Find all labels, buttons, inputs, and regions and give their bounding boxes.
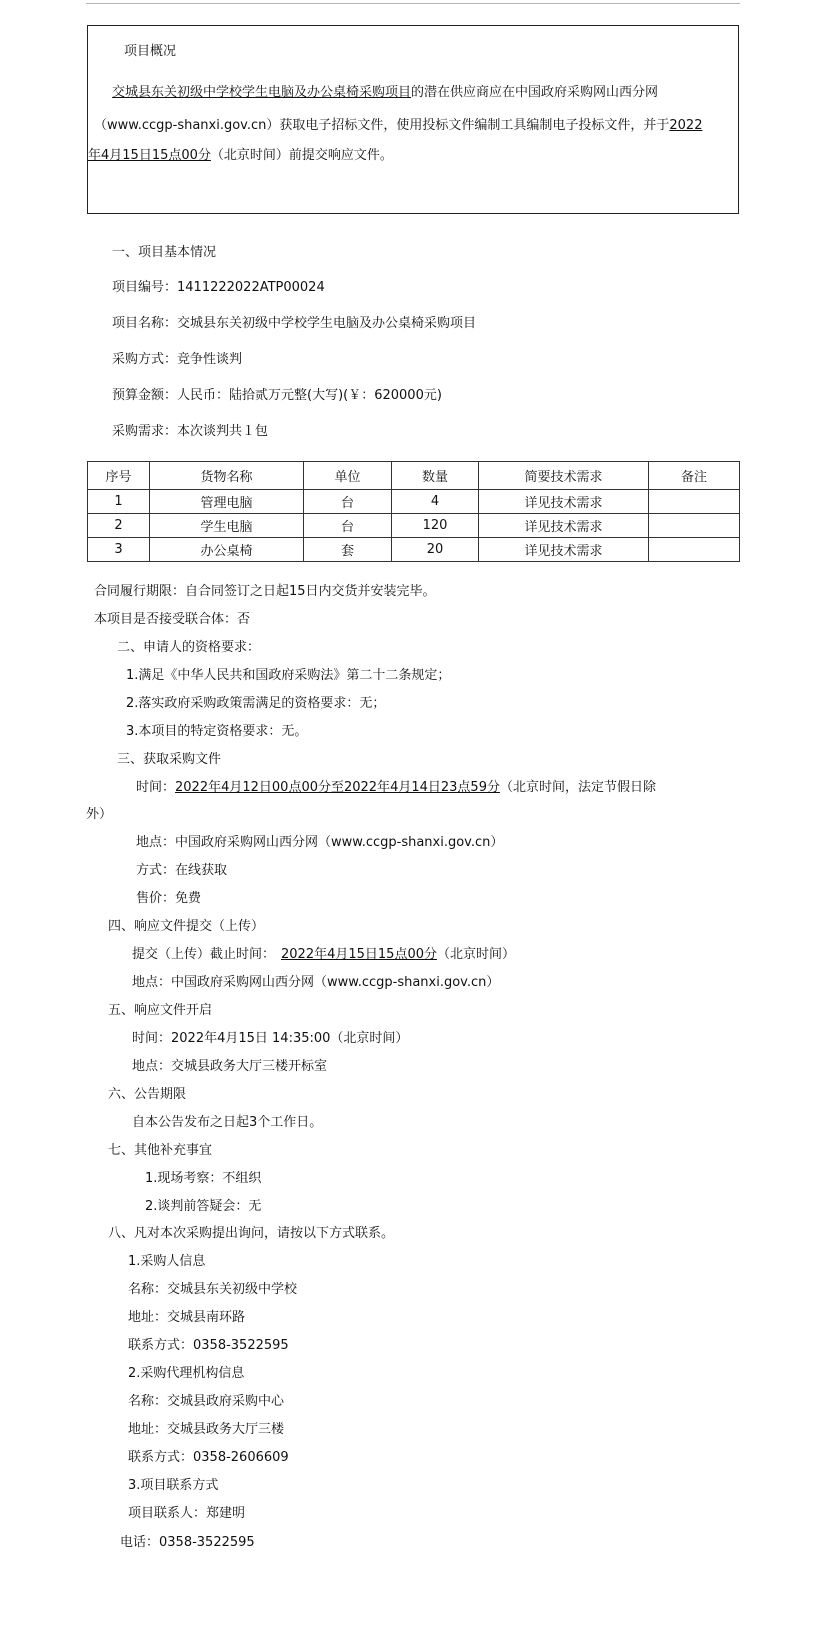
qualification-item: 2.落实政府采购政策需满足的资格要求：无； xyxy=(126,696,386,711)
overview-project-name: 交城县东关初级中学校学生电脑及办公桌椅采购项目 xyxy=(112,85,412,100)
agency-name: 名称：交城县政府采购中心 xyxy=(128,1394,285,1409)
procurement-method: 采购方式：竞争性谈判 xyxy=(112,352,243,367)
section7-heading: 七、其他补充事宜 xyxy=(108,1143,213,1158)
table-cell: 20 xyxy=(392,538,479,562)
project-name: 项目名称：交城县东关初级中学校学生电脑及办公桌椅采购项目 xyxy=(112,316,477,331)
submission-place: 地点：中国政府采购网山西分网（www.ccgp-shanxi.gov.cn） xyxy=(132,975,500,990)
acquisition-time: 时间：2022年4月12日00点00分至2022年4月14日23点59分（北京时间，法定节假日除 xyxy=(136,780,656,795)
opening-place: 地点：交城县政务大厅三楼开标室 xyxy=(132,1059,328,1074)
submission-deadline: 提交（上传）截止时间： 2022年4月15日15点00分（北京时间） xyxy=(132,947,516,962)
table-cell xyxy=(649,490,740,514)
header-cell: 单位 xyxy=(304,462,392,490)
section2-heading: 二、申请人的资格要求： xyxy=(117,640,261,655)
table-cell: 2 xyxy=(88,514,150,538)
agency-heading: 2.采购代理机构信息 xyxy=(128,1366,245,1381)
header-cell: 简要技术需求 xyxy=(479,462,649,490)
procurement-demand: 采购需求：本次谈判共１包 xyxy=(112,424,269,439)
purchaser-address: 地址：交城县南环路 xyxy=(128,1310,246,1325)
project-contact-phone: 电话：0358-3522595 xyxy=(120,1535,255,1550)
table-row xyxy=(88,490,740,514)
table-cell: 套 xyxy=(304,538,392,562)
budget-amount: 预算金额：人民币：陆拾贰万元整(大写)(￥：620000元) xyxy=(112,388,442,403)
announcement-period: 自本公告发布之日起3个工作日。 xyxy=(132,1115,323,1130)
table-cell: 详见技术需求 xyxy=(479,490,649,514)
project-contact-heading: 3.项目联系方式 xyxy=(128,1478,219,1493)
table-cell: 台 xyxy=(304,490,392,514)
table-cell: 120 xyxy=(392,514,479,538)
table-cell: 管理电脑 xyxy=(150,490,304,514)
table-header-row xyxy=(88,462,740,490)
table-cell: 台 xyxy=(304,514,392,538)
table-row xyxy=(88,538,740,562)
project-overview-box xyxy=(87,25,739,214)
consortium-accepted: 本项目是否接受联合体：否 xyxy=(94,612,251,627)
purchaser-name: 名称：交城县东关初级中学校 xyxy=(128,1282,298,1297)
document-price: 售价：免费 xyxy=(136,891,202,906)
acquisition-method: 方式：在线获取 xyxy=(136,863,228,878)
header-cell: 备注 xyxy=(649,462,740,490)
overview-line-3: 年4月15日15点00分（北京时间）前提交响应文件。 xyxy=(88,148,393,163)
table-cell xyxy=(649,514,740,538)
table-cell xyxy=(649,538,740,562)
header-cell: 数量 xyxy=(392,462,479,490)
contract-period: 合同履行期限：自合同签订之日起15日内交货并安装完毕。 xyxy=(94,584,436,599)
table-cell: 4 xyxy=(392,490,479,514)
overview-title: 项目概况 xyxy=(124,44,177,59)
top-divider xyxy=(86,3,740,4)
agency-contact: 联系方式：0358-2606609 xyxy=(128,1450,289,1465)
opening-time: 时间：2022年4月15日 14:35:00（北京时间） xyxy=(132,1031,409,1046)
header-cell: 货物名称 xyxy=(150,462,304,490)
acquisition-time-note: 外） xyxy=(86,807,113,822)
supplementary-item: 2.谈判前答疑会：无 xyxy=(145,1199,262,1214)
table-cell: 详见技术需求 xyxy=(479,538,649,562)
table-cell: 办公桌椅 xyxy=(150,538,304,562)
section5-heading: 五、响应文件开启 xyxy=(108,1003,213,1018)
table-row xyxy=(88,514,740,538)
qualification-item: 1.满足《中华人民共和国政府采购法》第二十二条规定； xyxy=(126,668,451,683)
supplementary-item: 1.现场考察：不组织 xyxy=(145,1171,262,1186)
project-number: 项目编号：1411222022ATP00024 xyxy=(112,280,325,295)
overview-line-2: （www.ccgp-shanxi.gov.cn）获取电子招标文件，使用投标文件编制工具编制电子投标文件，并于2022 xyxy=(94,118,703,133)
section1-heading: 一、项目基本情况 xyxy=(112,245,217,260)
table-cell: 详见技术需求 xyxy=(479,514,649,538)
purchaser-heading: 1.采购人信息 xyxy=(128,1254,206,1269)
goods-table xyxy=(87,461,740,562)
project-contact-person: 项目联系人：郑建明 xyxy=(128,1506,246,1521)
table-cell: 学生电脑 xyxy=(150,514,304,538)
section4-heading: 四、响应文件提交（上传） xyxy=(108,919,265,934)
agency-address: 地址：交城县政务大厅三楼 xyxy=(128,1422,285,1437)
purchaser-contact: 联系方式：0358-3522595 xyxy=(128,1338,289,1353)
overview-line-1: 交城县东关初级中学校学生电脑及办公桌椅采购项目的潜在供应商应在中国政府采购网山西分网 xyxy=(112,85,659,100)
qualification-item: 3.本项目的特定资格要求：无。 xyxy=(126,724,308,739)
section3-heading: 三、获取采购文件 xyxy=(117,752,222,767)
table-cell: 3 xyxy=(88,538,150,562)
section6-heading: 六、公告期限 xyxy=(108,1087,187,1102)
acquisition-place: 地点：中国政府采购网山西分网（www.ccgp-shanxi.gov.cn） xyxy=(136,835,504,850)
section8-heading: 八、凡对本次采购提出询问，请按以下方式联系。 xyxy=(108,1226,395,1241)
header-cell: 序号 xyxy=(88,462,150,490)
table-cell: 1 xyxy=(88,490,150,514)
